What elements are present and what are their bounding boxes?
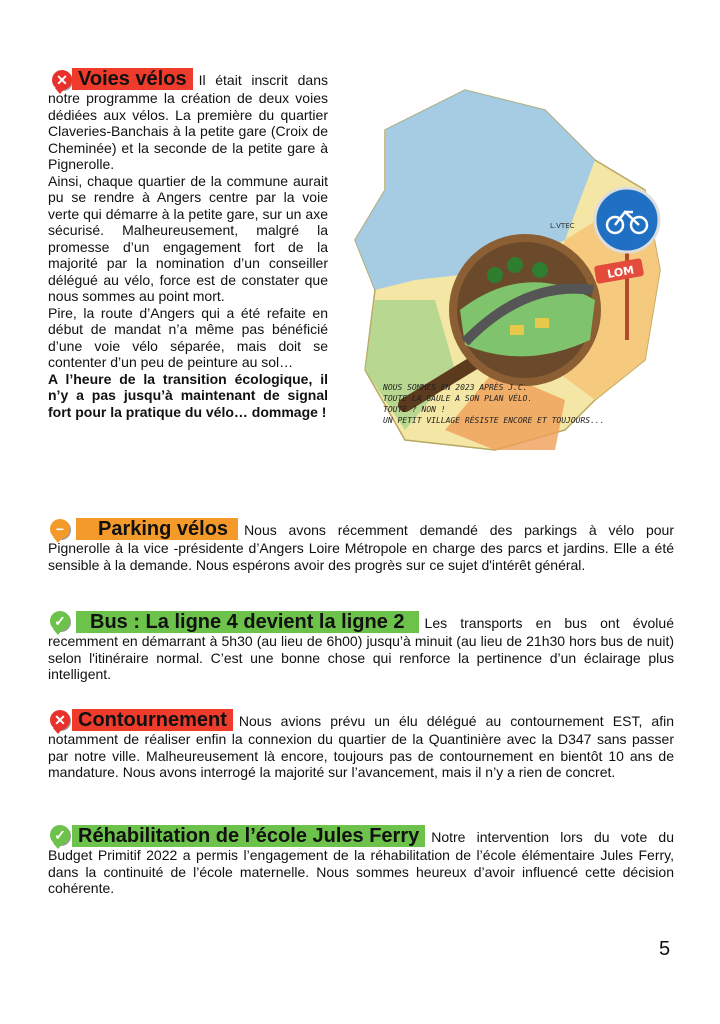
cross-badge-icon: ✕ [50,710,70,730]
caption-line-2: TOUTE LA GAULE A SON PLAN VÉLO. [383,394,533,403]
parking-text: Nous avons récemment demandé des parkings à vélo pour Pignerolle à la vice -présidente d’Angers Loire Métropole en charge des parcs et jardins. Elle a été sensible à la demande. Nous espérons avoir des progrès sur ce sujet d'intérêt général. [48,522,674,573]
voies-velos-p1: Il était inscrit dans notre programme la création de deux voies dédiées aux vélos. La première du quartier Claveries-Banchais à la petite gare (Croix de Cheminée) et la seconde de la petite gare à Pignerolle. [48,72,328,172]
voies-velos-section [48,68,328,420]
bus-text: Les transports en bus ont évolué recemment en démarrant à 5h30 (au lieu de 6h00) jusqu’à minuit (au lieu de 21h30 hors bus de nuit) selon l'itinéraire normal. C’est une bonne chose qui renforce la pertinence d’un éclairage plus intelligent. [48,615,674,682]
ecole-title: Réhabilitation de l’école Jules Ferry [72,825,425,847]
bike-map-illustration [345,70,667,492]
parking-title: Parking vélos [76,518,238,540]
contournement-section [48,709,674,781]
check-badge-icon: ✓ [50,611,70,631]
contournement-title: Contournement [72,709,233,731]
caption-line-4: UN PETIT VILLAGE RÉSISTE ENCORE ET TOUJOURS... [383,416,605,425]
caption-line-3: TOUTE ? NON ! [383,405,446,414]
bus-section [48,611,674,683]
contournement-text: Nous avions prévu un élu délégué au contournement EST, afin notamment de réaliser enfin la connexion du quartier de la Quantinière avec la D347 sans passer par notre ville. Malheureusement là encore, toujours pas de contournement en bientôt 10 ans de mandature. Nous avons interrogé la majorité sur l’avancement, mais il n’y a rien de concret. [48,713,674,780]
page-number: 5 [659,938,671,960]
minus-badge-icon: − [50,519,70,539]
artist-signature: L.VTEC [550,222,575,230]
voies-velos-p2: Ainsi, chaque quartier de la commune aurait pu se rendre à Angers centre par la voie verte qui démarre à la petite gare, sur un axe sécurisé. Malheureusement, malgré la promesse d’un engagement fort de la majorité par la nomination d’un conseiller délégué au vélo, force est de constater que nous sommes au point mort. [48,172,328,304]
check-badge-icon: ✓ [50,825,70,845]
ecole-section [48,825,674,897]
sign-label: LOM [606,263,636,281]
bus-title: Bus : La ligne 4 devient la ligne 2 [76,611,419,633]
caption-line-1: NOUS SOMMES EN 2023 APRÈS J.C. [383,383,528,392]
cross-badge-icon: ✕ [52,70,72,90]
voies-velos-p3: Pire, la route d’Angers qui a été refaite en début de mandat n’a même pas bénéficié d’une voie vélo séparée, mais doit se contenter d’un peu de peinture au sol… [48,304,328,370]
ecole-text: Notre intervention lors du vote du Budget Primitif 2022 a permis l’engagement de la réhabilitation de l’école élémentaire Jules Ferry, dans la continuité de l’école maternelle. Nous sommes heureux d’avoir influencé cette décision cohérente. [48,829,674,896]
parking-section [48,518,674,573]
voies-velos-p4: A l’heure de la transition écologique, il n’y a pas jusqu’à maintenant de signal fort pour la pratique du vélo… dommage ! [48,370,328,420]
voies-velos-title: Voies vélos [72,68,193,90]
